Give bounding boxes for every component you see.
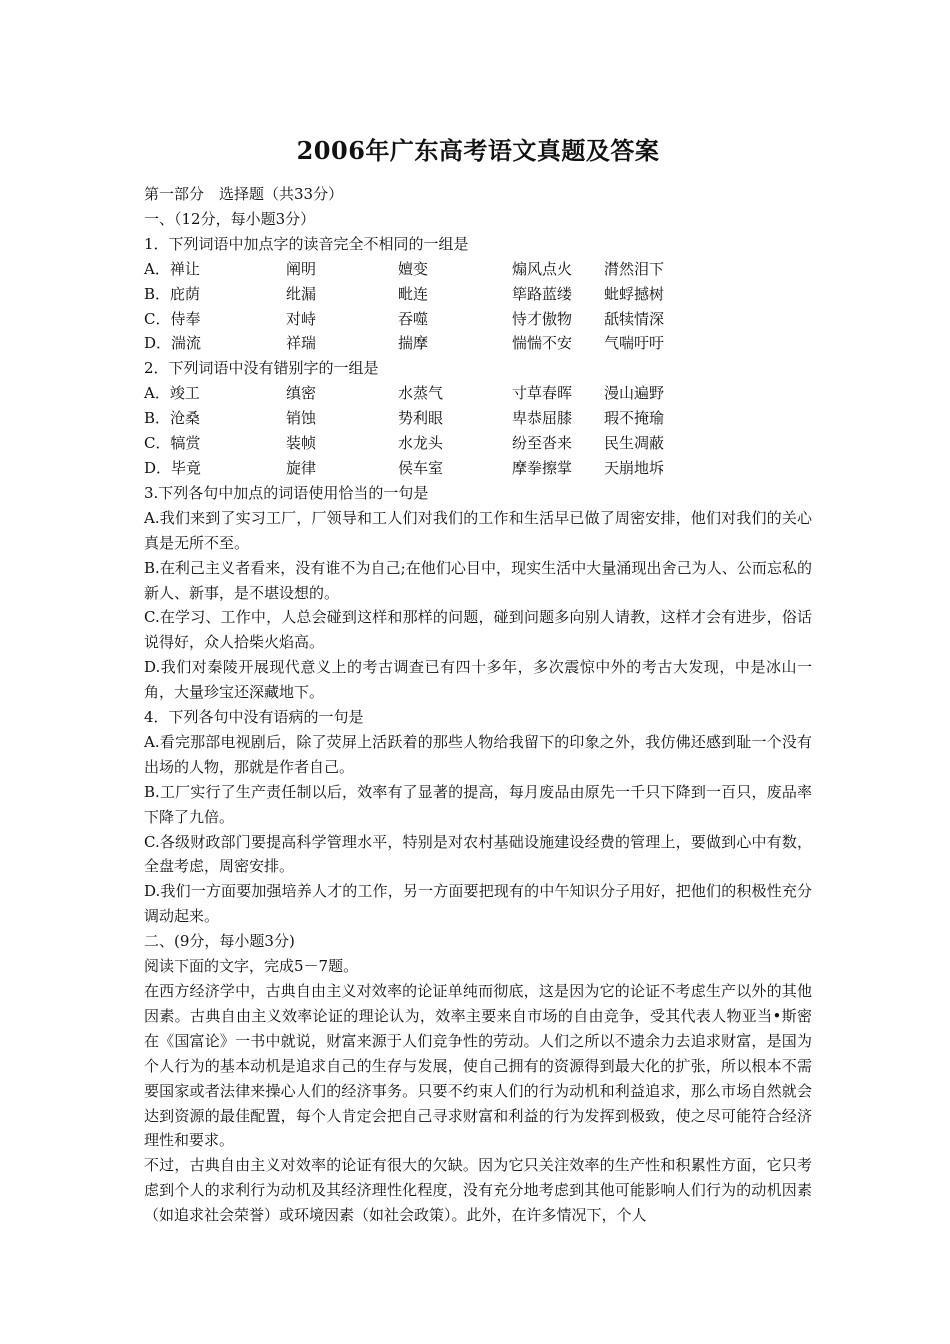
question-1-option-row bbox=[144, 257, 812, 282]
option-cell: 祥瑞 bbox=[286, 334, 317, 353]
option-cell: 卑恭屈膝 bbox=[512, 409, 573, 428]
option-cell: 阐明 bbox=[286, 259, 317, 278]
question-4-option-b: B.工厂实行了生产责任制以后，效率有了显著的提高，每月废品由原先一千只下降到一百只，废品率下降了九倍。 bbox=[144, 782, 812, 826]
question-3-option-b: B.在利己主义者看来，没有谁不为自己;在他们心目中，现实生活中大量涌现出舍己为人、公而忘私的新人、新事，是不堪设想的。 bbox=[144, 558, 812, 602]
document-page bbox=[144, 134, 812, 1228]
question-1-option-row bbox=[144, 331, 812, 356]
reading-paragraph-1: 在西方经济学中，古典自由主义对效率的论证单纯而彻底，这是因为它的论证不考虑生产以外的其他因素。古典自由主义效率论证的理论认为，效率主要来自市场的自由竞争，受其代表人物亚当•斯密在《国富论》一书中就说，财富来源于人们竞争性的劳动。人们之所以不遗余力去追求财富，是国为个人行为的基本动机是追求自己的生存与发展，使自己拥有的资源得到最大化的扩张，所以根本不需要国家或者法律来操心人们的经济事务。只要不约束人们的行为动机和利益追求，那么市场自然就会达到资源的最佳配置，每个人肯定会把自己寻求财富和利益的行为发挥到极致，使之尽可能符合经济理性和要求。 bbox=[144, 982, 812, 1150]
option-cell: 势利眼 bbox=[398, 409, 444, 428]
section-heading-2: 二、(9分，每小题3分) bbox=[144, 932, 295, 951]
part-heading: 第一部分 选择题（共33分） bbox=[144, 185, 344, 203]
question-1-options bbox=[144, 257, 812, 357]
question-4-stem: 4．下列各句中没有语病的一句是 bbox=[144, 708, 364, 727]
question-2-option-row bbox=[144, 456, 812, 481]
reading-paragraph-2: 不过，古典自由主义对效率的论证有很大的欠缺。因为它只关注效率的生产性和积累性方面，它只考虑到个人的求利行为动机及其经济理性化程度，没有充分地考虑到其他可能影响人们行为的动机因素（如追求社会荣誉）或环境因素（如社会政策）。此外，在许多情况下，个人 bbox=[144, 1156, 812, 1225]
option-cell: 销蚀 bbox=[286, 409, 317, 428]
option-cell: C．侍奉 bbox=[144, 309, 201, 328]
option-cell: 毗连 bbox=[398, 284, 429, 303]
option-cell: 筚路蓝缕 bbox=[512, 284, 573, 303]
question-1-stem: 1．下列词语中加点字的读音完全不相同的一组是 bbox=[144, 234, 469, 253]
option-cell: 漫山遍野 bbox=[604, 384, 665, 403]
option-cell: B．庇荫 bbox=[144, 284, 201, 303]
option-cell: 民生凋蔽 bbox=[604, 434, 665, 453]
option-cell: 气喘吁吁 bbox=[604, 334, 665, 353]
question-3-stem: 3.下列各句中加点的词语使用恰当的一句是 bbox=[144, 483, 429, 502]
question-4-option-d: D.我们一方面要加强培养人才的工作，另一方面要把现有的中午知识分子用好，把他们的积极性充分调动起来。 bbox=[144, 882, 812, 926]
option-cell: 潸然泪下 bbox=[604, 259, 665, 278]
option-cell: 缜密 bbox=[286, 384, 317, 403]
page-title: 2006年广东高考语文真题及答案 bbox=[296, 136, 660, 165]
option-cell: 装帧 bbox=[286, 434, 317, 453]
option-cell: B．沧桑 bbox=[144, 409, 201, 428]
option-cell: 水蒸气 bbox=[398, 384, 444, 403]
option-cell: 纷至沓来 bbox=[512, 434, 573, 453]
question-2-stem: 2．下列词语中没有错别字的一组是 bbox=[144, 359, 379, 378]
question-2-option-row bbox=[144, 381, 812, 406]
option-cell: 蚍蜉撼树 bbox=[604, 284, 665, 303]
option-cell: 纰漏 bbox=[286, 284, 317, 303]
question-2-option-row bbox=[144, 406, 812, 431]
option-cell: 水龙头 bbox=[398, 434, 444, 453]
option-cell: 嬗变 bbox=[398, 259, 429, 278]
question-4-option-a: A.看完那部电视剧后，除了荧屏上活跃着的那些人物给我留下的印象之外，我仿佛还感到耻一个没有出场的人物，那就是作者自己。 bbox=[144, 732, 812, 776]
option-cell: 对峙 bbox=[286, 309, 317, 328]
reading-instruction: 阅读下面的文字，完成5－7题。 bbox=[144, 957, 359, 976]
option-cell: 寸草春晖 bbox=[512, 384, 573, 403]
question-4-option-c: C.各级财政部门要提高科学管理水平，特别是对农村基础设施建设经费的管理上，要做到心中有数，全盘考虑，周密安排。 bbox=[144, 832, 812, 876]
section-heading-1: 一、（12分，每小题3分） bbox=[144, 209, 316, 228]
option-cell: 天崩地坼 bbox=[604, 458, 665, 477]
question-1-option-row bbox=[144, 282, 812, 307]
option-cell: 摩拳擦掌 bbox=[512, 458, 573, 477]
option-cell: 旋律 bbox=[286, 458, 317, 477]
option-cell: A．竣工 bbox=[144, 384, 200, 403]
option-cell: D．湍流 bbox=[144, 334, 202, 353]
option-cell: 吞噬 bbox=[398, 309, 429, 328]
option-cell: D．毕竟 bbox=[144, 458, 202, 477]
option-cell: 舐犊情深 bbox=[604, 309, 665, 328]
option-cell: 侯车室 bbox=[398, 458, 444, 477]
question-3-option-d: D.我们对秦陵开展现代意义上的考古调查已有四十多年，多次震惊中外的考古大发现，中是冰山一角，大量珍宝还深藏地下。 bbox=[144, 658, 812, 702]
question-2-option-row bbox=[144, 431, 812, 456]
question-3-option-c: C.在学习、工作中，人总会碰到这样和那样的问题，碰到问题多向别人请教，这样才会有进步，俗话说得好，众人拾柴火焰高。 bbox=[144, 608, 812, 652]
option-cell: C．犒赏 bbox=[144, 434, 201, 453]
option-cell: 揣摩 bbox=[398, 334, 429, 353]
option-cell: 恃才傲物 bbox=[512, 309, 573, 328]
option-cell: 煽风点火 bbox=[512, 259, 573, 278]
option-cell: 惴惴不安 bbox=[512, 334, 573, 353]
question-2-options bbox=[144, 381, 812, 481]
question-1-option-row bbox=[144, 307, 812, 332]
option-cell: A．禅让 bbox=[144, 259, 200, 278]
option-cell: 瑕不掩瑜 bbox=[604, 409, 665, 428]
question-3-option-a: A.我们来到了实习工厂，厂领导和工人们对我们的工作和生活早已做了周密安排，他们对我们的关心真是无所不至。 bbox=[144, 508, 812, 552]
